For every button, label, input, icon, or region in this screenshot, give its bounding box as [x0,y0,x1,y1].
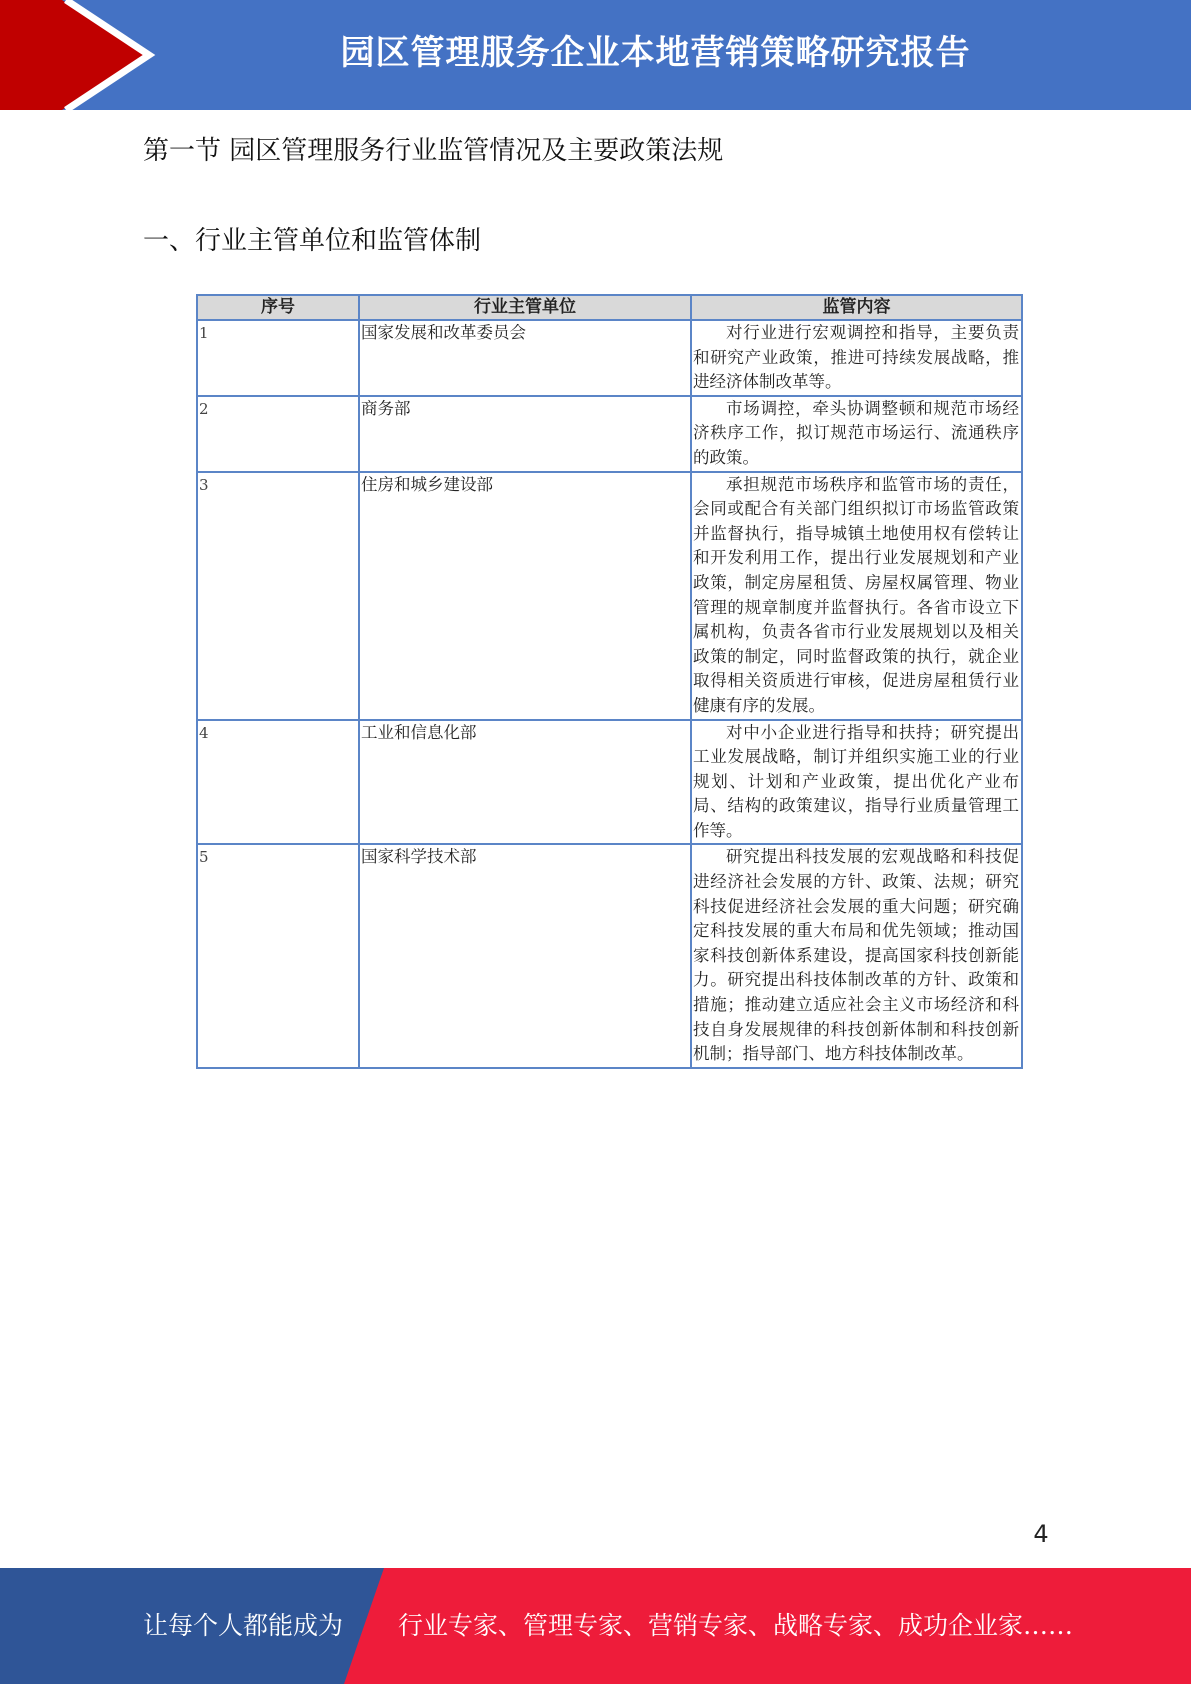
row-unit: 商务部 [359,396,691,472]
header-arrow-decoration [0,0,160,110]
table-row [197,844,1022,1067]
row-content: 对行业进行宏观调控和指导，主要负责和研究产业政策，推进可持续发展战略，推进经济体制改革等。 [691,320,1022,396]
row-content: 研究提出科技发展的宏观战略和科技促进经济社会发展的方针、政策、法规；研究科技促进经济社会发展的重大问题；研究确定科技发展的重大布局和优先领域；推动国家科技创新体系建设，提高国家科技创新能力。研究提出科技体制改革的方针、政策和措施；推动建立适应社会主义市场经济和科技自身发展规律的科技创新体制和科技创新机制；指导部门、地方科技体制改革。 [691,844,1022,1067]
row-no: 3 [197,472,359,720]
table-header-row [197,295,1022,320]
row-unit: 国家科学技术部 [359,844,691,1067]
row-content: 对中小企业进行指导和扶持；研究提出工业发展战略，制订并组织实施工业的行业规划、计划和产业政策，提出优化产业布局、结构的政策建议，指导行业质量管理工作等。 [691,720,1022,845]
table-row [197,396,1022,472]
regulatory-authority-table [196,294,1023,1069]
header-unit: 行业主管单位 [359,295,691,320]
page-number: 4 [1033,1520,1049,1548]
table-row [197,720,1022,845]
row-no: 1 [197,320,359,396]
row-content: 市场调控，牵头协调整顿和规范市场经济秩序工作，拟订规范市场运行、流通秩序的政策。 [691,396,1022,472]
row-no: 5 [197,844,359,1067]
header-red-arrow [0,0,147,110]
footer-slogan-left: 让每个人都能成为 [143,1611,344,1640]
footer-slogan-right: 行业专家、管理专家、营销专家、战略专家、成功企业家…… [398,1611,1074,1640]
section-title: 第一节 园区管理服务行业监管情况及主要政策法规 [143,136,724,166]
header-content: 监管内容 [691,295,1022,320]
report-header [0,0,1191,110]
header-no: 序号 [197,295,359,320]
row-unit: 国家发展和改革委员会 [359,320,691,396]
table-row [197,320,1022,396]
row-unit: 工业和信息化部 [359,720,691,845]
row-no: 2 [197,396,359,472]
report-title: 园区管理服务企业本地营销策略研究报告 [340,33,971,73]
row-unit: 住房和城乡建设部 [359,472,691,720]
table-row [197,472,1022,720]
subsection-title: 一、行业主管单位和监管体制 [143,226,482,256]
report-footer [0,1568,1191,1684]
row-content: 承担规范市场秩序和监管市场的责任，会同或配合有关部门组织拟订市场监管政策并监督执行，指导城镇土地使用权有偿转让和开发利用工作，提出行业发展规划和产业政策，制定房屋租赁、房屋权属管理、物业管理的规章制度并监督执行。各省市设立下属机构，负责各省市行业发展规划以及相关政策的制定，同时监督政策的执行，就企业取得相关资质进行审核，促进房屋租赁行业健康有序的发展。 [691,472,1022,720]
row-no: 4 [197,720,359,845]
